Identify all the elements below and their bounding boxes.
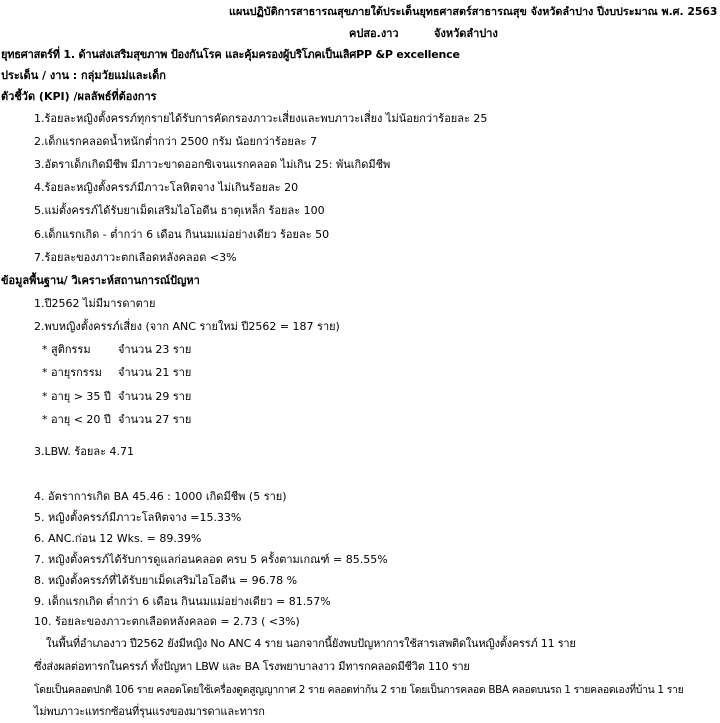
risk-group-count: จำนวน 23 ราย bbox=[118, 343, 192, 356]
risk-group-label: * สูติกรรม bbox=[42, 343, 91, 356]
baseline-item: 3.LBW. ร้อยละ 4.71 bbox=[34, 445, 134, 458]
province-name: จังหวัดลำปาง bbox=[434, 27, 498, 40]
paragraph-line: โดยเป็นคลอดปกติ 106 ราย คลอดโดยใช้เครื่องดูดสูญญากาศ 2 ราย คลอดท่าก้น 2 ราย โดยเป็นการคลอด BBA คลอดบนรถ 1 รายคลอดเองที่บ้าน 1 ราย bbox=[34, 684, 684, 696]
stat-item: 8. หญิงตั้งครรภ์ที่ได้รับยาเม็ดเสริมไอโอดีน = 96.78 % bbox=[34, 574, 298, 587]
kpi-heading: ตัวชี้วัด (KPI) /ผลลัพธ์ที่ต้องการ bbox=[1, 90, 157, 103]
kpi-item: 2.เด็กแรกคลอดน้ำหนักต่ำกว่า 2500 กรัม น้อยกว่าร้อยละ 7 bbox=[34, 135, 318, 148]
baseline-item: 1.ปี2562 ไม่มีมารดาตาย bbox=[34, 297, 156, 310]
stat-item: 10. ร้อยละของภาวะตกเลือดหลังคลอด = 2.73 ( <3%) bbox=[34, 615, 300, 628]
stat-item: 4. อัตราการเกิด BA 45.46 : 1000 เกิดมีชีพ (5 ราย) bbox=[34, 490, 287, 503]
paragraph-line: ไม่พบภาวะแทรกซ้อนที่รุนแรงของมารดาและทารก bbox=[34, 705, 265, 718]
stat-item: 6. ANC.ก่อน 12 Wks. = 89.39% bbox=[34, 532, 202, 545]
stat-item: 7. หญิงตั้งครรภ์ได้รับการดูแลก่อนคลอด ครบ 5 ครั้งตามเกณฑ์ = 85.55% bbox=[34, 553, 388, 566]
kpi-item: 6.เด็กแรกเกิด - ต่ำกว่า 6 เดือน กินนมแม่อย่างเดียว ร้อยละ 50 bbox=[34, 228, 330, 241]
kpi-item: 7.ร้อยละของภาวะตกเลือดหลังคลอด <3% bbox=[34, 251, 237, 264]
stat-item: 5. หญิงตั้งครรภ์มีภาวะโลหิตจาง =15.33% bbox=[34, 511, 242, 524]
kpi-item: 3.อัตราเด็กเกิดมีชีพ มีภาวะขาดออกซิเจนแรกคลอด ไม่เกิน 25: พันเกิดมีชีพ bbox=[34, 158, 391, 171]
strategy-title: ยุทธศาสตร์ที่ 1. ด้านส่งเสริมสุขภาพ ป้องกันโรค และคุ้มครองผู้บริโภคเป็นเลิศPP &P excellence bbox=[1, 48, 460, 61]
risk-group-count: จำนวน 21 ราย bbox=[118, 366, 192, 379]
stat-item: 9. เด็กแรกเกิด ต่ำกว่า 6 เดือน กินนมแม่อย่างเดียว = 81.57% bbox=[34, 595, 331, 608]
document-title: แผนปฏิบัติการสาธารณสุขภายใต้ประเด็นยุทธศาสตร์สาธารณสุข จังหวัดลำปาง ปีงบประมาณ พ.ศ. 2563 bbox=[229, 5, 718, 18]
baseline-item: 2.พบหญิงตั้งครรภ์เสี่ยง (จาก ANC รายใหม่ ปี2562 = 187 ราย) bbox=[34, 320, 340, 333]
paragraph-line: ซึ่งส่งผลต่อทารกในครรภ์ ทั้งปัญหา LBW และ BA โรงพยาบาลงาว มีทารกคลอดมีชีวิต 110 ราย bbox=[34, 660, 470, 673]
office-name: คปสอ.งาว bbox=[349, 27, 399, 40]
kpi-item: 4.ร้อยละหญิงตั้งครรภ์มีภาวะโลหิตจาง ไม่เกินร้อยละ 20 bbox=[34, 181, 299, 194]
risk-group-label: * อายุรกรรม bbox=[42, 366, 102, 379]
risk-group-label: * อายุ < 20 ปี bbox=[42, 413, 111, 426]
issue-title: ประเด็น / งาน : กลุ่มวัยแม่และเด็ก bbox=[1, 69, 166, 82]
risk-group-count: จำนวน 27 ราย bbox=[118, 413, 192, 426]
paragraph-line: ในพื้นที่อำเภองาว ปี2562 ยังมีหญิง No ANC 4 ราย นอกจากนี้ยังพบปัญหาการใช้สารเสพติดในหญิงตั้งครรภ์ 11 ราย bbox=[46, 637, 576, 650]
risk-group-count: จำนวน 29 ราย bbox=[118, 390, 192, 403]
kpi-item: 5.แม่ตั้งครรภ์ได้รับยาเม็ดเสริมไอโอดีน ธาตุเหล็ก ร้อยละ 100 bbox=[34, 204, 325, 217]
baseline-heading: ข้อมูลพื้นฐาน/ วิเคราะห์สถานการณ์ปัญหา bbox=[1, 274, 200, 287]
risk-group-label: * อายุ > 35 ปี bbox=[42, 390, 111, 403]
kpi-item: 1.ร้อยละหญิงตั้งครรภ์ทุกรายได้รับการคัดกรองภาวะเสี่ยงและพบภาวะเสี่ยง ไม่น้อยกว่าร้อยละ 25 bbox=[34, 112, 488, 125]
